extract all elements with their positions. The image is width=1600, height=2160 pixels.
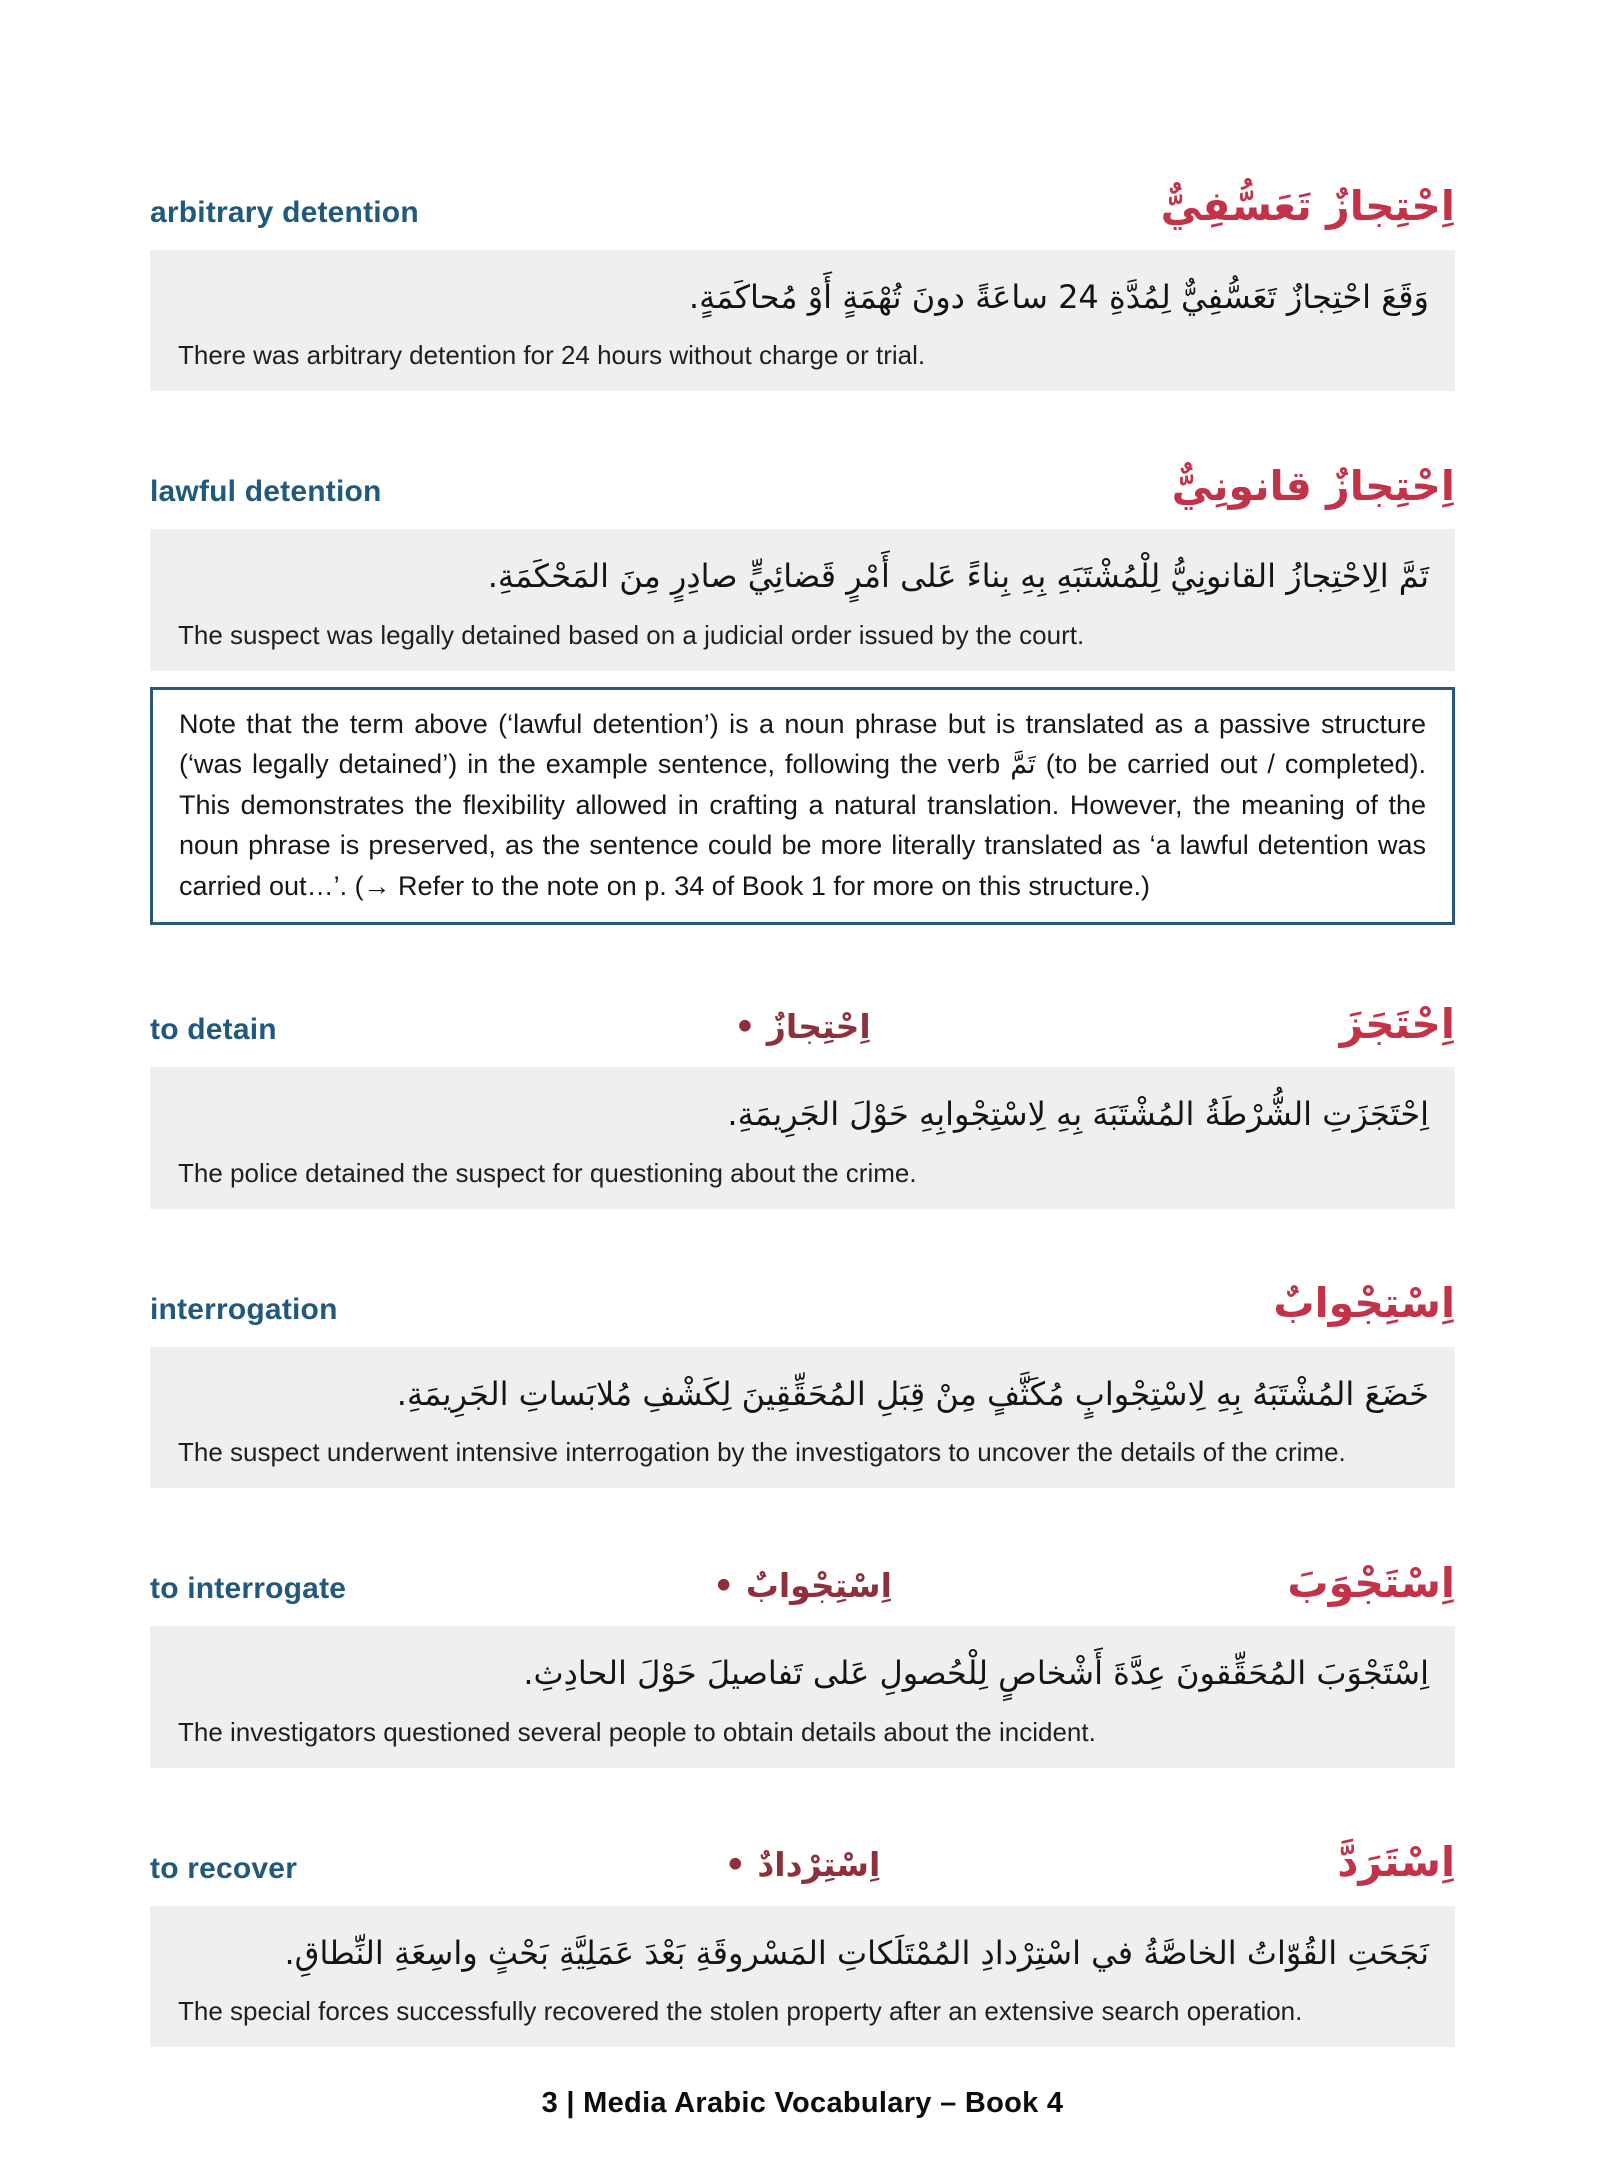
arabic-term: اِسْتَرَدَّ (1337, 1838, 1455, 1887)
english-gloss: arbitrary detention (150, 196, 419, 229)
vocab-entry (150, 1818, 1455, 2047)
vocab-entry (150, 1538, 1455, 1767)
page-footer: 3 | Media Arabic Vocabulary – Book 4 (541, 2087, 1064, 2120)
arabic-term: اِحْتِجازٌ تَعَسُّفِيٌّ (1160, 182, 1455, 231)
arabic-example-sentence: تَمَّ الِاحْتِجازُ القانونِيُّ لِلْمُشْتَبَهِ بِهِ بِناءً عَلى أَمْرٍ قَضائِيٍّ صادِرٍ مِنَ المَحْكَمَةِ. (487, 557, 1429, 596)
vocab-entry (150, 162, 1455, 391)
english-translation: The suspect underwent intensive interrogation by the investigators to uncover the details of the crime. (178, 1437, 1346, 1468)
example-box (150, 1906, 1455, 2047)
english-translation: The police detained the suspect for questioning about the crime. (178, 1157, 917, 1188)
english-gloss: to recover (150, 1851, 298, 1885)
entry-header (150, 441, 1455, 519)
entry-header (150, 1538, 1455, 1616)
entry-header (150, 1818, 1455, 1896)
vocab-entry (150, 979, 1455, 1208)
english-gloss: lawful detention (150, 475, 382, 509)
arabic-example-sentence: وَقَعَ احْتِجازٌ تَعَسُّفِيٌّ لِمُدَّةِ 24 ساعَةً دونَ تُهْمَةٍ أَوْ مُحاكَمَةٍ. (688, 278, 1429, 316)
arabic-term: اِسْتَجْوَبَ (1287, 1558, 1455, 1607)
arabic-term: اِحْتَجَزَ (1339, 999, 1455, 1048)
related-noun-term: • اِسْتِرْدادٌ (724, 1845, 881, 1885)
entry-header (150, 979, 1455, 1057)
arabic-example-sentence: اِحْتَجَزَتِ الشُّرْطَةُ المُشْتَبَهَ بِهِ لِاسْتِجْوابِهِ حَوْلَ الجَرِيمَةِ. (727, 1095, 1429, 1134)
arabic-term: اِسْتِجْوابٌ (1273, 1279, 1455, 1328)
example-box (150, 1347, 1455, 1488)
arabic-example-sentence: نَجَحَتِ القُوّاتُ الخاصَّةُ في اسْتِرْدادِ المُمْتَلَكاتِ المَسْروقَةِ بَعْدَ عَمَلِيَّةِ بَحْثٍ واسِعَةِ النِّطاقِ. (284, 1933, 1429, 1972)
english-translation: The investigators questioned several people to obtain details about the incident. (178, 1716, 1096, 1747)
entry-header (150, 162, 1455, 240)
english-gloss: to detain (150, 1013, 277, 1047)
arabic-term: اِحْتِجازٌ قانونِيٌّ (1171, 461, 1455, 510)
english-translation: The special forces successfully recovered the stolen property after an extensive search operation. (178, 1996, 1303, 2027)
related-noun-term: • اِحْتِجازٌ (734, 1006, 871, 1046)
english-translation: The suspect was legally detained based on a judicial order issued by the court. (178, 619, 1085, 650)
arabic-example-sentence: اِسْتَجْوَبَ المُحَقِّقونَ عِدَّةَ أَشْخاصٍ لِلْحُصولِ عَلى تَفاصيلَ حَوْلَ الحادِثِ. (523, 1654, 1429, 1693)
example-box (150, 1626, 1455, 1767)
english-gloss: to interrogate (150, 1572, 347, 1606)
english-gloss: interrogation (150, 1292, 338, 1326)
vocab-entry (150, 1259, 1455, 1488)
english-translation: There was arbitrary detention for 24 hours without charge or trial. (178, 340, 926, 371)
example-box (150, 529, 1455, 670)
grammar-note-box: Note that the term above (‘lawful detention’) is a noun phrase but is translated as a passive structure (‘was legally detained’) in the example sentence, following the verb تَمَّ (to be carried out / completed). This demonstrates the flexibility allowed in crafting a natural translation. However, the meaning of the noun phrase is preserved, as the sentence could be more literally translated as ‘a lawful detention was carried out…’. (→ Refer to the note on p. 34 of Book 1 for more on this structure.) (150, 687, 1455, 926)
example-box (150, 1067, 1455, 1208)
arabic-example-sentence: خَضَعَ المُشْتَبَهُ بِهِ لِاسْتِجْوابٍ مُكَثَّفٍ مِنْ قِبَلِ المُحَقِّقِينَ لِكَشْفِ مُلابَساتِ الجَرِيمَةِ. (396, 1374, 1429, 1413)
vocab-entry (150, 441, 1455, 670)
related-noun-term: • اِسْتِجْوابٌ (713, 1565, 892, 1605)
entry-header (150, 1259, 1455, 1337)
example-box (150, 250, 1455, 391)
